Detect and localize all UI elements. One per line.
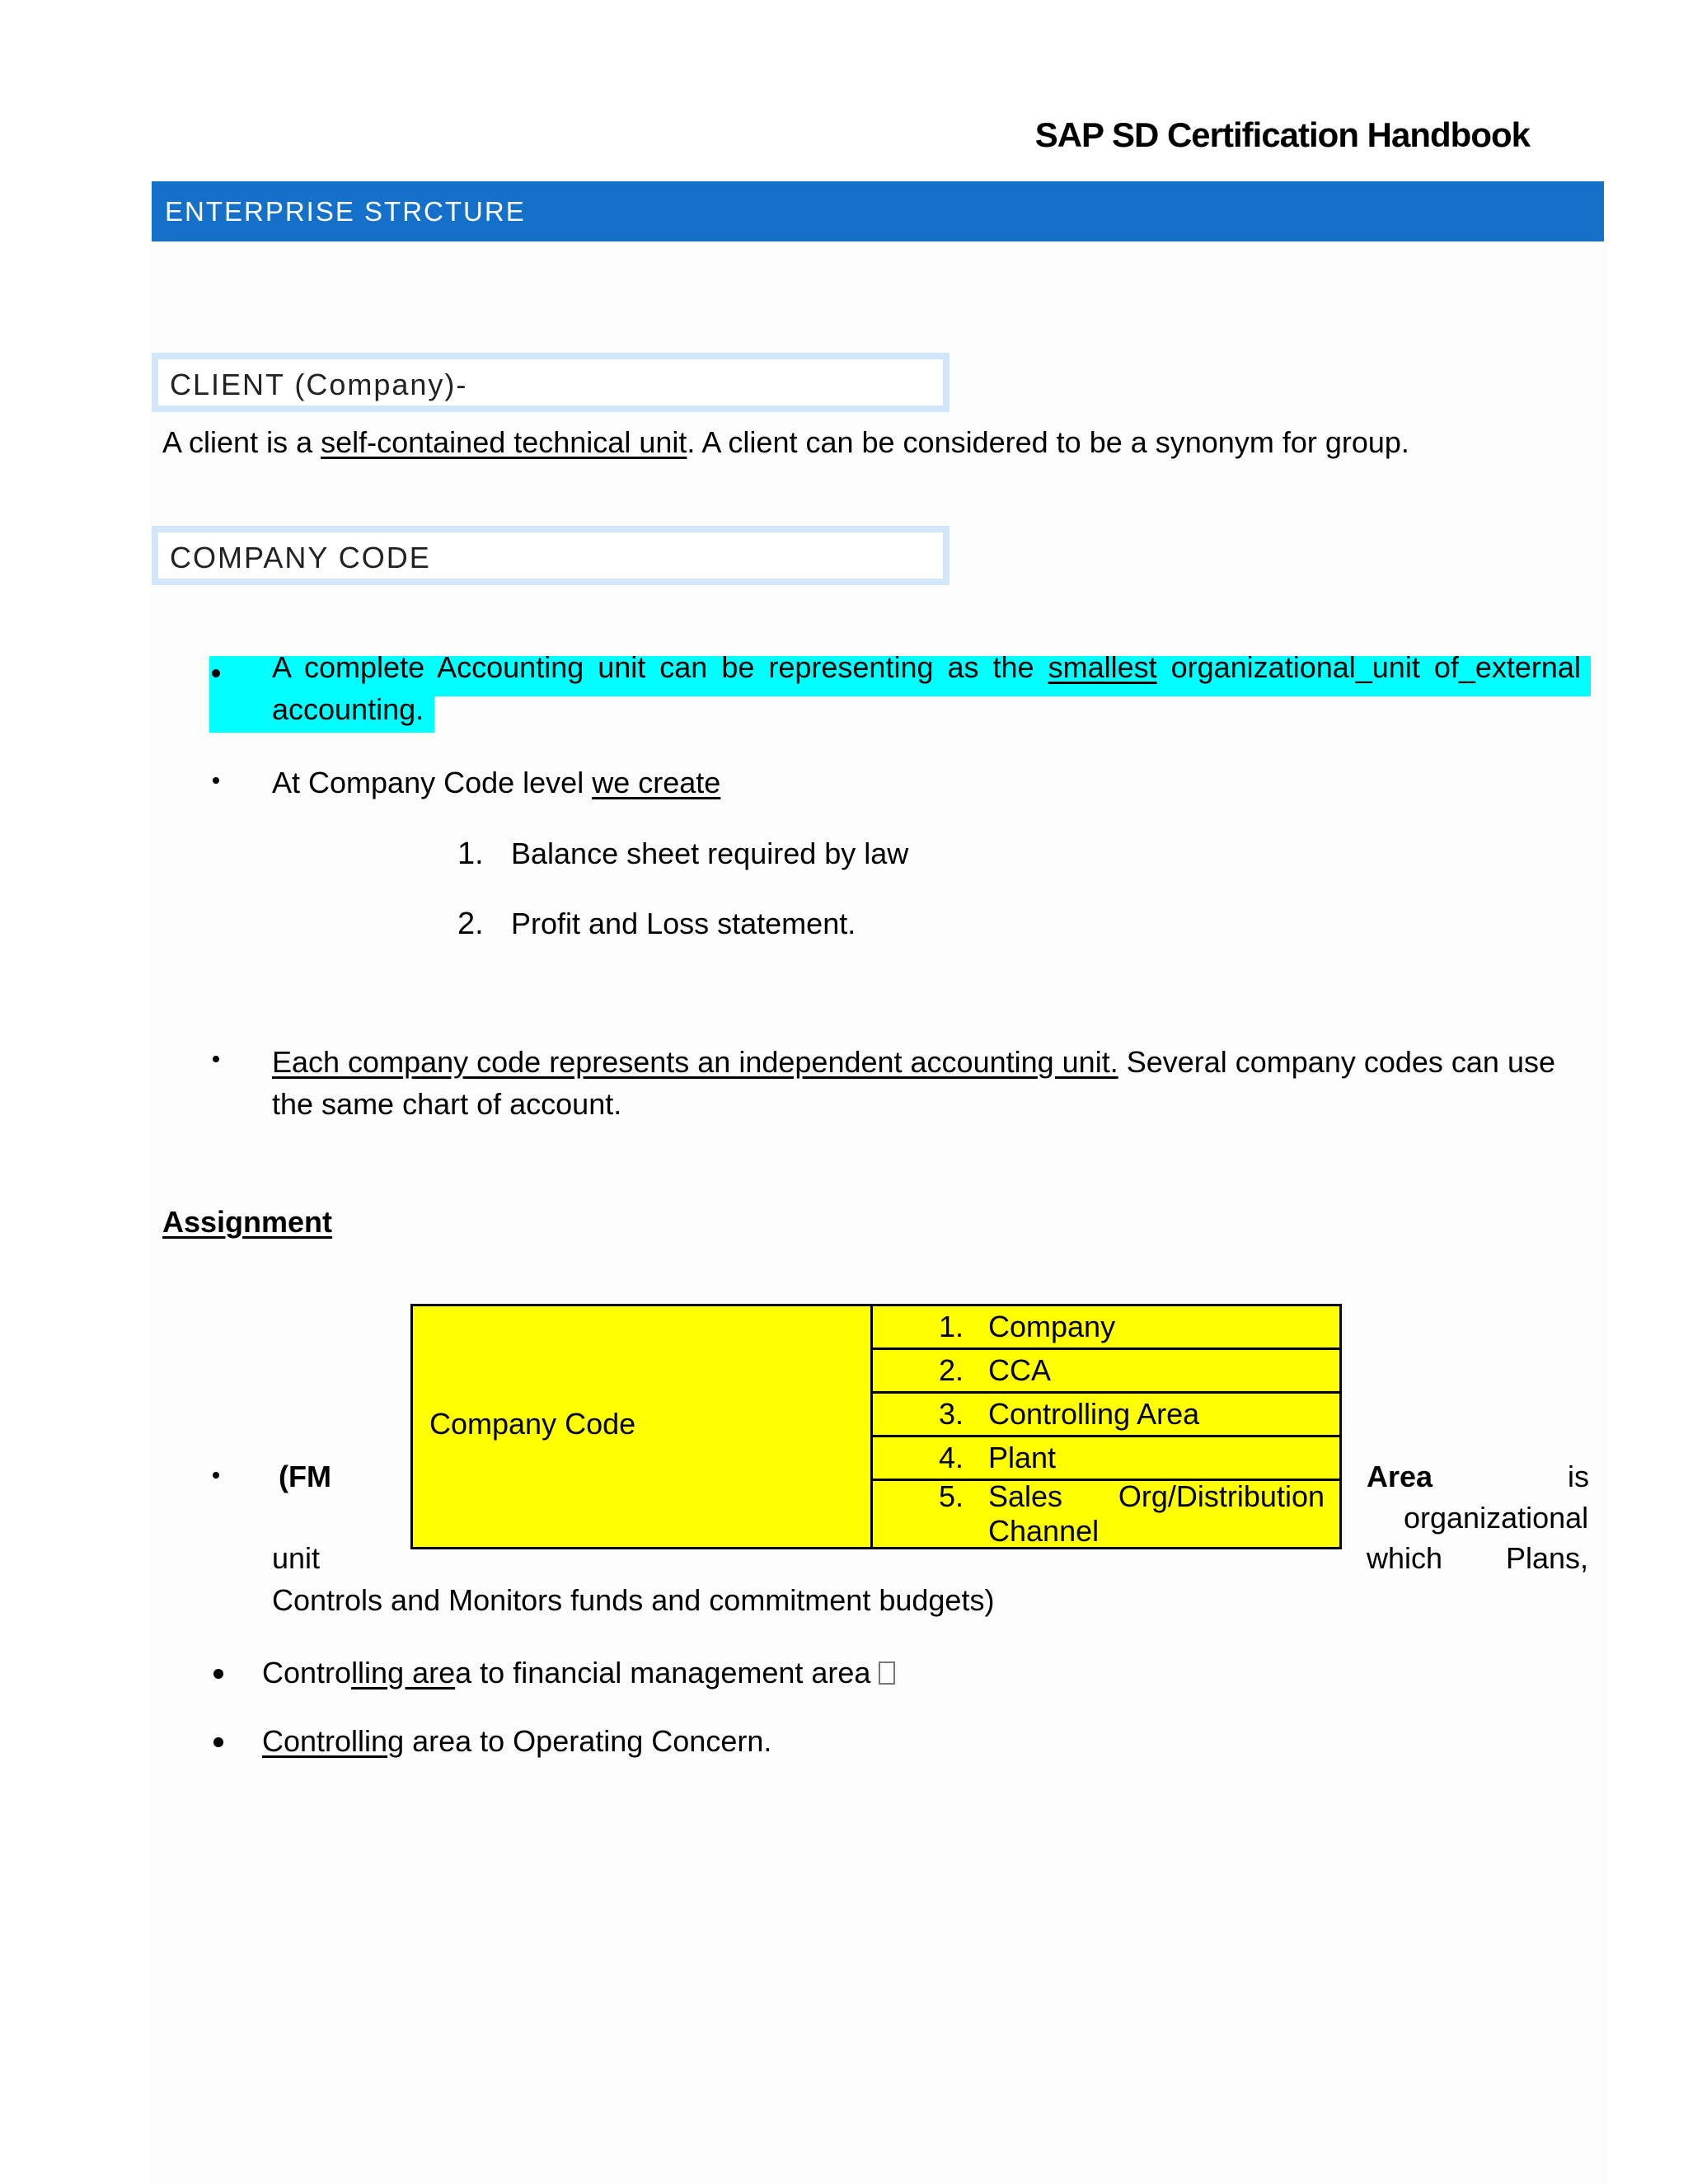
- bullet1-underlined: smallest: [1048, 650, 1157, 684]
- bullet1-prefix: A complete Accounting unit can be representing as the: [272, 650, 1048, 684]
- company-code-bullet2: [272, 762, 720, 804]
- row-number: 5.: [939, 1479, 964, 1513]
- bullet2-prefix: At Company Code level: [272, 766, 593, 799]
- numbered-item-2-text: Profit and Loss statement.: [511, 907, 856, 940]
- fm-is: is: [1568, 1460, 1589, 1493]
- bullet-dot: [213, 1669, 223, 1679]
- bullet-ca-to-oc-underlined: Controlling: [262, 1724, 405, 1758]
- company-code-bullet1-line1: [272, 647, 1587, 688]
- assignment-heading: Assignment: [162, 1205, 333, 1239]
- company-code-bullet3-line1: [272, 1042, 1555, 1083]
- bullet-dot: [213, 777, 219, 784]
- bullet2-underlined: we create: [592, 766, 721, 799]
- row-label: Plant: [988, 1441, 1057, 1474]
- bullet-dot: [212, 669, 220, 677]
- numbered-item-1-text: Balance sheet required by law: [511, 837, 909, 870]
- fm-plans: Plans,: [1506, 1541, 1589, 1575]
- numbered-item-1-number: 1.: [457, 837, 484, 871]
- client-definition-underlined: self-contained technical unit: [321, 425, 687, 459]
- highlight-mask: [434, 696, 1591, 733]
- bullet-dot: [213, 1056, 219, 1062]
- bullet-ca-to-oc-rest: area to Operating Concern.: [404, 1724, 772, 1758]
- assignment-table-row: [873, 1481, 1339, 1547]
- client-heading-box: [152, 353, 950, 412]
- row-label: Controlling Area: [988, 1397, 1200, 1431]
- bullet-dot: [213, 1737, 223, 1747]
- bullet3-underlined: Each company code represents an independent accounting unit.: [272, 1045, 1118, 1079]
- row-label: Company: [988, 1310, 1116, 1343]
- row-number: 4.: [939, 1441, 964, 1474]
- company-code-heading: COMPANY CODE: [170, 541, 431, 574]
- fm-open: (FM: [279, 1460, 331, 1493]
- row-label-line2: Channel: [988, 1514, 1100, 1548]
- bullet-ca-to-fm-p2: a to financial management area: [455, 1656, 871, 1690]
- fm-organizational: organizational: [1404, 1501, 1589, 1535]
- row-label: CCA: [988, 1353, 1052, 1387]
- client-heading: CLIENT (Company)-: [170, 368, 468, 401]
- company-code-heading-box: [152, 526, 950, 585]
- assignment-table-row: [873, 1350, 1339, 1394]
- missing-glyph-icon: [879, 1661, 895, 1685]
- bullet1-suffix: organizational_unit of_external: [1156, 650, 1581, 684]
- section-banner-label: ENTERPRISE STRCTURE: [165, 196, 526, 227]
- client-definition-suffix: . A client can be considered to be a synonym for group.: [687, 425, 1409, 459]
- client-definition: [162, 422, 1409, 463]
- bullet-ca-to-fm-underlined: lling are: [351, 1656, 456, 1690]
- row-label-part2: Org/Distribution: [1118, 1479, 1325, 1513]
- assignment-table-row: [873, 1437, 1339, 1481]
- row-number: 1.: [939, 1310, 964, 1343]
- document-title: SAP SD Certification Handbook: [1034, 115, 1530, 154]
- numbered-item-2-number: 2.: [457, 907, 484, 941]
- bullet-ca-to-oc: [262, 1721, 771, 1762]
- fm-area: Area: [1367, 1460, 1433, 1493]
- assignment-table: [410, 1304, 1342, 1549]
- section-banner: [152, 181, 1604, 241]
- row-number: 3.: [939, 1397, 964, 1431]
- row-label-part1: Sales: [988, 1479, 1063, 1513]
- assignment-table-left-cell: [413, 1306, 873, 1547]
- fm-unit: unit: [272, 1541, 321, 1575]
- bullet-ca-to-fm: [262, 1652, 895, 1694]
- fm-which: which: [1367, 1541, 1443, 1575]
- bullet-ca-to-fm-p1: Contro: [262, 1656, 352, 1690]
- bullet-dot: [213, 1472, 219, 1479]
- assignment-table-left-label: Company Code: [429, 1407, 636, 1441]
- bullet3-suffix: Several company codes can use: [1118, 1045, 1555, 1079]
- row-number: 2.: [939, 1353, 964, 1387]
- company-code-bullet3-line2: the same chart of account.: [272, 1087, 622, 1121]
- company-code-bullet1-line2: accounting.: [272, 692, 424, 726]
- client-definition-prefix: A client is a: [162, 425, 321, 459]
- assignment-table-row: [873, 1394, 1339, 1437]
- row-label-line1: [988, 1478, 1325, 1516]
- fm-line3: Controls and Monitors funds and commitment budgets): [272, 1583, 995, 1617]
- assignment-table-row: [873, 1306, 1339, 1350]
